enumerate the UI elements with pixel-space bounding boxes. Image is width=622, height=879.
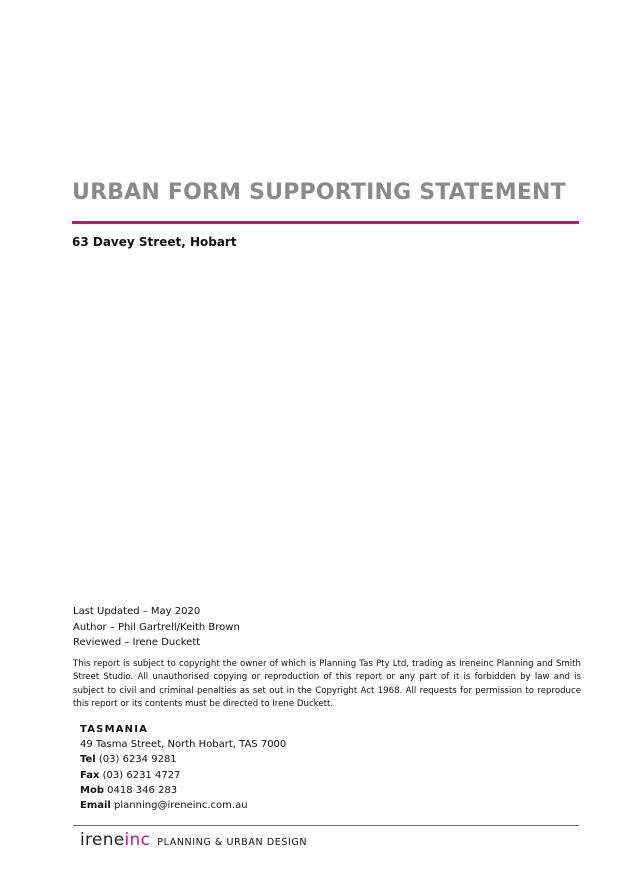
copyright-notice: This report is subject to copyright the owner of which is Planning Tas Pty Ltd, trading as Ireneinc Planning and Smith Street Studio. All unauthorised copying or reproduction of this report or any part of it is forbidden by law and is subject to civil and criminal penalties as set out in the Copyright Act 1968. All requests for permission to reproduce this report or its contents must be directed to Irene Duckett. (73, 659, 581, 710)
reviewed-line: Reviewed – Irene Duckett (73, 637, 201, 648)
mob-value: 0418 346 283 (107, 784, 178, 796)
fax-value: (03) 6231 4727 (102, 769, 181, 781)
footer-divider (73, 825, 579, 826)
contact-street: 49 Tasma Street, North Hobart, TAS 7000 (80, 739, 287, 751)
page-title: URBAN FORM SUPPORTING STATEMENT (72, 180, 566, 205)
contact-fax (80, 768, 286, 783)
fax-label: Fax (80, 769, 100, 781)
contact-email (80, 798, 286, 813)
title-divider (72, 221, 579, 224)
mob-label: Mob (80, 784, 104, 796)
logo-part-inc: inc (124, 830, 151, 850)
document-meta (73, 604, 240, 651)
company-tagline: PLANNING & URBAN DESIGN (157, 837, 308, 848)
author-line: Author – Phil Gartrell/Keith Brown (73, 621, 240, 633)
company-logo (80, 830, 150, 850)
logo-part-irene: irene (80, 830, 125, 850)
last-updated: Last Updated – May 2020 (73, 606, 201, 617)
site-address: 63 Davey Street, Hobart (72, 235, 237, 249)
footer (80, 830, 307, 850)
contact-mob (80, 783, 286, 798)
tel-value: (03) 6234 9281 (98, 754, 177, 766)
contact-tel (80, 752, 286, 767)
email-label: Email (80, 800, 111, 812)
contact-region: TASMANIA (80, 724, 149, 735)
email-value: planning@ireneinc.com.au (114, 800, 248, 812)
contact-block (80, 722, 286, 813)
tel-label: Tel (80, 754, 96, 766)
